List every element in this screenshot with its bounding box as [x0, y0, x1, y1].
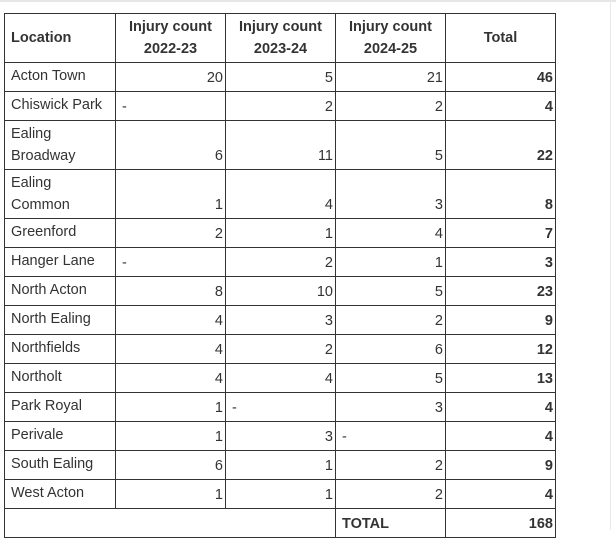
grand-total: 168	[446, 509, 556, 538]
table-row	[5, 248, 556, 277]
cell-count-y2324: 1	[226, 451, 336, 480]
cell-total: 46	[446, 63, 556, 92]
cell-count-y2425: 2	[336, 306, 446, 335]
top-divider	[0, 0, 616, 2]
cell-count-y2425: 3	[336, 393, 446, 422]
header-2024-25: Injury count 2024-25	[336, 14, 446, 63]
cell-total: 4	[446, 480, 556, 509]
cell-count-y2425: 1	[336, 248, 446, 277]
cell-location: West Acton	[5, 480, 116, 509]
table-row	[5, 121, 556, 170]
cell-count-y2324: 1	[226, 219, 336, 248]
cell-count-y2324: 2	[226, 335, 336, 364]
cell-total: 22	[446, 121, 556, 170]
cell-count-y2223: -	[116, 248, 226, 277]
header-total: Total	[446, 14, 556, 63]
cell-count-y2425: 6	[336, 335, 446, 364]
cell-count-y2425: 2	[336, 92, 446, 121]
cell-location: North Acton	[5, 277, 116, 306]
cell-location: Acton Town	[5, 63, 116, 92]
table-row	[5, 306, 556, 335]
cell-location: Chiswick Park	[5, 92, 116, 121]
table-row	[5, 393, 556, 422]
table-row	[5, 480, 556, 509]
cell-count-y2324: 10	[226, 277, 336, 306]
cell-total: 12	[446, 335, 556, 364]
cell-count-y2425: 5	[336, 121, 446, 170]
cell-count-y2223: 2	[116, 219, 226, 248]
table-row	[5, 422, 556, 451]
table-row	[5, 451, 556, 480]
table-row	[5, 364, 556, 393]
cell-total: 9	[446, 451, 556, 480]
cell-count-y2223: 6	[116, 121, 226, 170]
cell-location: Ealing Broadway	[5, 121, 116, 170]
cell-count-y2425: 3	[336, 170, 446, 219]
total-label: TOTAL	[336, 509, 446, 538]
cell-count-y2223: 1	[116, 422, 226, 451]
cell-count-y2223: 1	[116, 170, 226, 219]
cell-count-y2324: 11	[226, 121, 336, 170]
cell-count-y2425: 5	[336, 277, 446, 306]
cell-count-y2324: -	[226, 393, 336, 422]
total-row	[5, 509, 556, 538]
cell-total: 13	[446, 364, 556, 393]
cell-count-y2223: 1	[116, 393, 226, 422]
cell-count-y2425: 21	[336, 63, 446, 92]
cell-count-y2223: 4	[116, 306, 226, 335]
cell-count-y2324: 5	[226, 63, 336, 92]
cell-count-y2324: 4	[226, 170, 336, 219]
cell-count-y2223: 4	[116, 335, 226, 364]
cell-total: 4	[446, 92, 556, 121]
cell-location: North Ealing	[5, 306, 116, 335]
injury-table	[4, 13, 556, 538]
cell-location: Greenford	[5, 219, 116, 248]
cell-location: Hanger Lane	[5, 248, 116, 277]
cell-total: 4	[446, 393, 556, 422]
cell-location: Northolt	[5, 364, 116, 393]
cell-count-y2324: 2	[226, 92, 336, 121]
cell-count-y2324: 3	[226, 422, 336, 451]
cell-total: 8	[446, 170, 556, 219]
table-row	[5, 170, 556, 219]
cell-count-y2324: 4	[226, 364, 336, 393]
cell-count-y2223: 1	[116, 480, 226, 509]
cell-count-y2425: -	[336, 422, 446, 451]
cell-count-y2324: 1	[226, 480, 336, 509]
cell-count-y2223: 20	[116, 63, 226, 92]
cell-count-y2425: 5	[336, 364, 446, 393]
cell-total: 23	[446, 277, 556, 306]
cell-count-y2425: 2	[336, 480, 446, 509]
cell-count-y2223: 8	[116, 277, 226, 306]
cell-total: 3	[446, 248, 556, 277]
table-row	[5, 63, 556, 92]
right-divider	[610, 0, 611, 530]
cell-location: Park Royal	[5, 393, 116, 422]
cell-count-y2324: 2	[226, 248, 336, 277]
cell-count-y2324: 3	[226, 306, 336, 335]
cell-count-y2223: 6	[116, 451, 226, 480]
cell-count-y2425: 2	[336, 451, 446, 480]
header-2023-24: Injury count 2023-24	[226, 14, 336, 63]
table-row	[5, 277, 556, 306]
cell-location: Perivale	[5, 422, 116, 451]
table-row	[5, 219, 556, 248]
total-spacer	[5, 509, 336, 538]
cell-count-y2425: 4	[336, 219, 446, 248]
table-row	[5, 92, 556, 121]
header-2022-23: Injury count 2022-23	[116, 14, 226, 63]
table-row	[5, 335, 556, 364]
cell-location: Ealing Common	[5, 170, 116, 219]
cell-count-y2223: 4	[116, 364, 226, 393]
cell-total: 9	[446, 306, 556, 335]
header-location: Location	[5, 14, 116, 63]
cell-count-y2223: -	[116, 92, 226, 121]
cell-total: 7	[446, 219, 556, 248]
cell-total: 4	[446, 422, 556, 451]
header-row	[5, 14, 556, 63]
cell-location: Northfields	[5, 335, 116, 364]
cell-location: South Ealing	[5, 451, 116, 480]
